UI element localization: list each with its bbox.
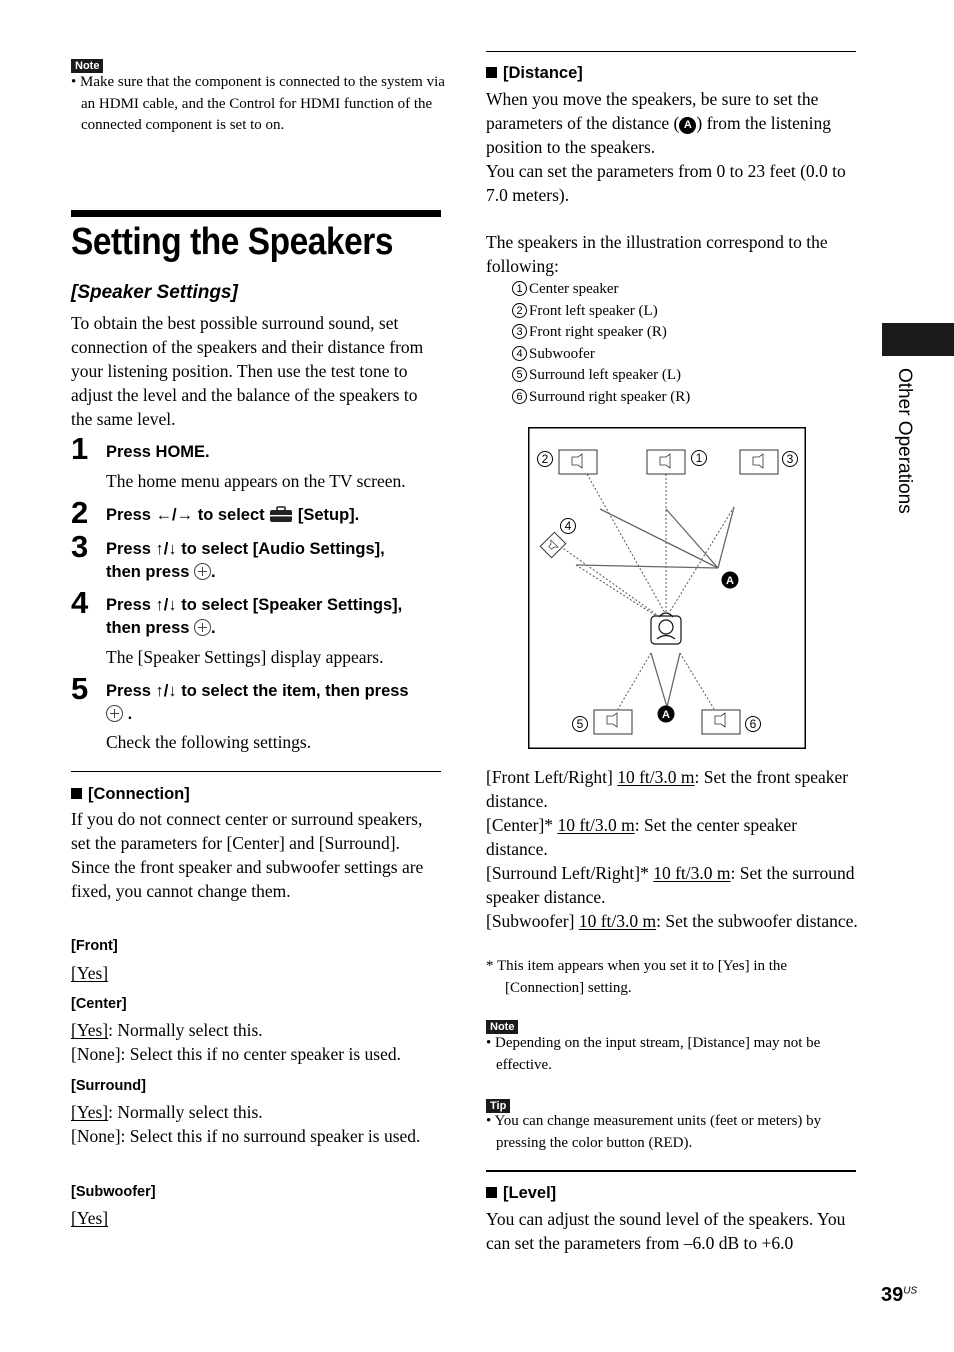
center-speaker <box>647 450 685 474</box>
text-part: When you move the speakers, be sure to set the parameters of the distance ( <box>486 89 819 133</box>
option-desc: : Normally select this. <box>108 1020 263 1040</box>
toolbox-icon <box>269 506 293 523</box>
level-heading <box>486 1184 556 1203</box>
step-number: 3 <box>71 529 89 564</box>
step-text-part: Press ←/→ to select <box>106 506 265 524</box>
step-text-part: . <box>127 704 133 723</box>
legend-label: Center speaker <box>529 281 619 297</box>
step-instruction <box>106 504 359 527</box>
legend-label: Subwoofer <box>529 345 595 362</box>
legend-number: 3 <box>512 324 527 339</box>
option-line: [None]: Select this if no surround speaker is used. <box>71 1126 421 1146</box>
distance-heading <box>486 64 583 83</box>
step-number: 4 <box>71 585 89 620</box>
step-text-part: . <box>211 618 216 637</box>
enter-button-icon <box>194 563 211 580</box>
legend-item <box>512 387 690 409</box>
step-number: 1 <box>71 431 89 466</box>
legend-label: Front left speaker (L) <box>529 302 658 319</box>
diagram-label-6: 6 <box>749 717 757 731</box>
option-line <box>71 1018 443 1042</box>
diagram-label-4: 4 <box>564 519 572 533</box>
center-heading: [Center] <box>71 996 127 1012</box>
distance-text <box>486 87 858 207</box>
diagram-label-3: 3 <box>786 452 794 466</box>
legend-item <box>512 301 690 323</box>
tip-text: • You can change measurement units (feet or meters) by pressing the color button (RED). <box>486 1113 822 1151</box>
default-value: [Yes] <box>71 1020 109 1040</box>
diagram-marker-a: A <box>662 709 670 721</box>
note-badge: Note <box>71 56 103 74</box>
setting-default: 10 ft/3.0 m <box>557 815 635 835</box>
step-instruction <box>106 594 451 639</box>
surround-right-speaker <box>702 710 740 734</box>
step-number: 5 <box>71 671 89 706</box>
legend-number: 1 <box>512 281 527 296</box>
step-text-part: then press <box>106 562 190 581</box>
section-divider <box>486 51 856 52</box>
range-text: You can set the parameters from 0 to 23 feet (0.0 to 7.0 meters). <box>486 161 846 205</box>
note-text: • Make sure that the component is connected to the system via an HDMI cable, and the Control for HDMI function of the connected component is set to on. <box>71 74 445 133</box>
front-left-speaker <box>559 450 597 474</box>
setting-label: [Surround Left/Right]* <box>486 863 649 883</box>
legend-item <box>512 365 690 387</box>
front-right-speaker <box>740 450 778 474</box>
note-badge: Note <box>486 1017 518 1035</box>
bullet-square-icon <box>71 788 82 799</box>
surround-heading: [Surround] <box>71 1078 146 1094</box>
setting-desc: : Set the surround speaker distance. <box>486 863 855 907</box>
legend-number: 5 <box>512 367 527 382</box>
heading-text: [Distance] <box>503 64 583 82</box>
surround-options <box>71 1100 443 1148</box>
setting-item <box>486 813 858 861</box>
subwoofer-heading: [Subwoofer] <box>71 1184 156 1200</box>
footnote: * This item appears when you set it to [Yes] in the [Connection] setting. <box>486 958 788 996</box>
speaker-legend <box>512 279 690 409</box>
legend-intro: The speakers in the illustration correspond to the following: <box>486 232 828 276</box>
step-line <box>106 617 451 640</box>
setting-default: 10 ft/3.0 m <box>578 911 657 931</box>
center-options <box>71 1018 443 1066</box>
legend-label: Front right speaker (R) <box>529 324 667 341</box>
subwoofer-value <box>71 1206 108 1230</box>
surround-left-speaker <box>594 710 632 734</box>
speaker-layout-diagram <box>528 427 806 749</box>
heading-text: [Level] <box>503 1184 557 1202</box>
diagram-frame <box>529 428 806 749</box>
setting-desc: : Set the subwoofer distance. <box>656 911 858 931</box>
side-tab-marker <box>882 323 954 356</box>
title-rule <box>71 210 441 217</box>
legend-item <box>512 344 690 366</box>
default-value: [Yes] <box>71 963 109 983</box>
default-value: [Yes] <box>71 1102 109 1122</box>
step-line: Press ↑/↓ to select [Speaker Settings], <box>106 596 403 614</box>
legend-label: Surround right speaker (R) <box>529 388 691 405</box>
setting-desc: : Set the center speaker distance. <box>486 815 798 859</box>
side-tab-label: Other Operations <box>894 368 915 514</box>
step-number: 2 <box>71 495 89 530</box>
section-subtitle: [Speaker Settings] <box>71 282 238 303</box>
setting-item <box>486 861 858 909</box>
legend-item <box>512 322 690 344</box>
setting-label: [Subwoofer] <box>486 911 575 931</box>
diagram-label-1: 1 <box>695 451 703 465</box>
heading-text: [Connection] <box>88 785 190 803</box>
setting-item <box>486 909 858 933</box>
legend-number: 2 <box>512 303 527 318</box>
distance-settings <box>486 765 858 933</box>
step-text-part: [Setup]. <box>297 506 360 524</box>
intro-paragraph: To obtain the best possible surround sound, set connection of the speakers and their distance from your listening position. Then use the test tone to adjust the level and the balance of the speakers to the same level. <box>71 313 424 429</box>
step-description: The home menu appears on the TV screen. <box>106 471 406 491</box>
section-divider <box>486 1170 856 1172</box>
connection-heading <box>71 785 190 804</box>
section-divider <box>71 771 441 772</box>
page-number-value: 39 <box>881 1284 904 1306</box>
setting-default: 10 ft/3.0 m <box>617 767 695 787</box>
setting-label: [Front Left/Right] <box>486 767 613 787</box>
legend-number: 4 <box>512 346 527 361</box>
option-desc: : Normally select this. <box>108 1102 263 1122</box>
step-instruction: Press HOME. <box>106 443 210 461</box>
enter-button-icon <box>194 619 211 636</box>
step-line: Press ↑/↓ to select the item, then press <box>106 682 409 700</box>
step-text-part: then press <box>106 618 190 637</box>
step-instruction <box>106 538 446 583</box>
page-number-suffix: US <box>903 1285 918 1297</box>
setting-default: 10 ft/3.0 m <box>653 863 731 883</box>
bullet-square-icon <box>486 1187 497 1198</box>
text-part: ) from the listening position to the speakers. <box>486 113 832 157</box>
step-text-part: . <box>211 562 216 581</box>
diagram-label-2: 2 <box>541 452 549 466</box>
step-line <box>106 703 451 726</box>
enter-button-icon <box>106 705 123 722</box>
legend-number: 6 <box>512 389 527 404</box>
setting-desc: : Set the front speaker distance. <box>486 767 849 811</box>
tip-badge: Tip <box>486 1096 510 1114</box>
front-heading: [Front] <box>71 938 118 954</box>
step-description: Check the following settings. <box>106 732 312 752</box>
step-description: The [Speaker Settings] display appears. <box>106 647 384 667</box>
diagram-marker-a: A <box>726 575 734 587</box>
front-value <box>71 961 108 985</box>
setting-label: [Center]* <box>486 815 554 835</box>
page-title: Setting the Speakers <box>71 221 393 263</box>
default-value: [Yes] <box>71 1208 109 1228</box>
step-line <box>106 561 446 584</box>
note-text: • Depending on the input stream, [Distance] may not be effective. <box>486 1035 821 1073</box>
distance-marker-icon: A <box>679 117 696 134</box>
setting-item <box>486 765 858 813</box>
bullet-square-icon <box>486 67 497 78</box>
option-line: [None]: Select this if no center speaker is used. <box>71 1044 401 1064</box>
level-text: You can adjust the sound level of the speakers. You can set the parameters from –6.0 dB to +6.0 <box>486 1209 846 1253</box>
legend-label: Surround left speaker (L) <box>529 367 682 384</box>
diagram-label-5: 5 <box>576 717 584 731</box>
legend-item <box>512 279 690 301</box>
option-line <box>71 1100 443 1124</box>
step-instruction <box>106 680 451 725</box>
connection-text: If you do not connect center or surround speakers, set the parameters for [Center] and [Surround]. Since the front speaker and subwoofer settings are fixed, you cannot change them. <box>71 809 424 901</box>
listener-icon <box>651 613 681 644</box>
step-line: Press ↑/↓ to select [Audio Settings], <box>106 540 385 558</box>
page-number <box>881 1284 917 1307</box>
